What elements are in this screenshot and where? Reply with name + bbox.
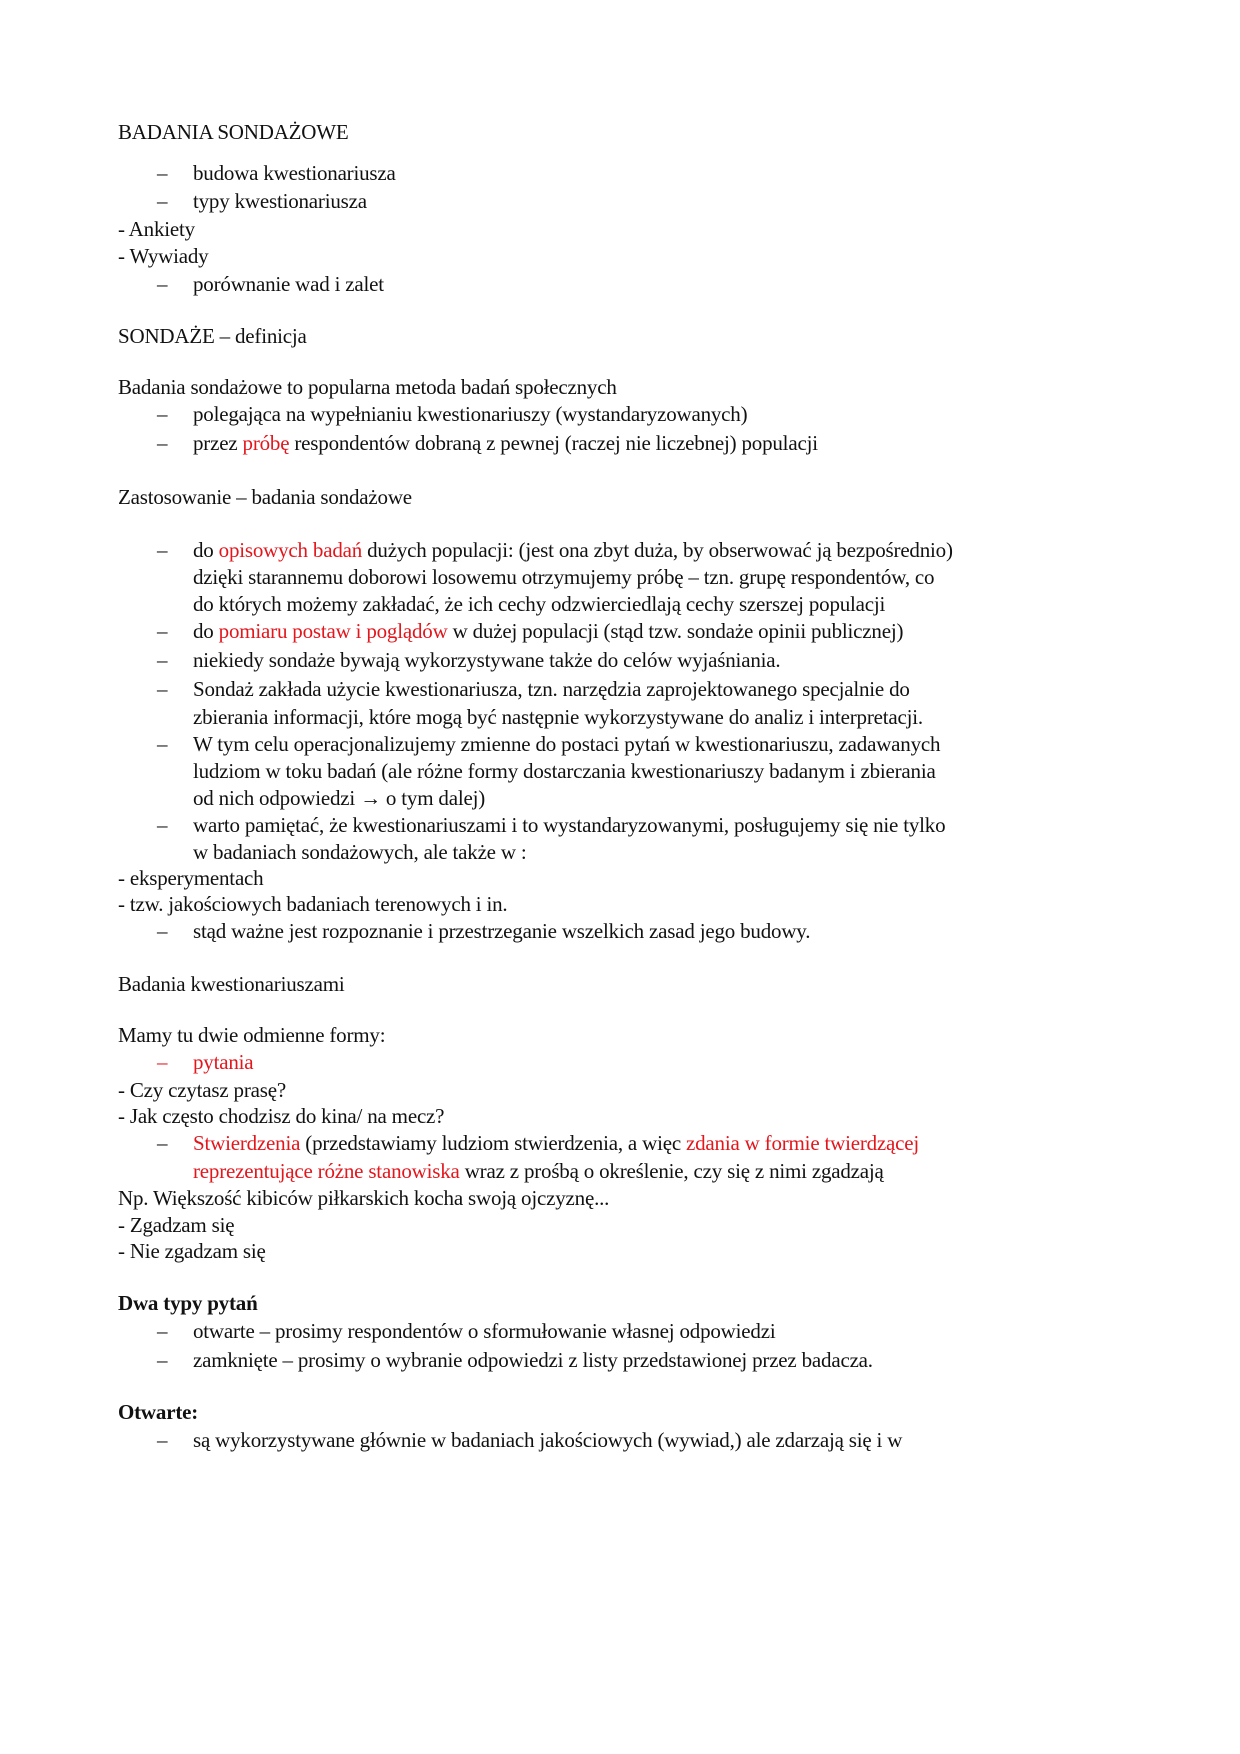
section-heading-application: Zastosowanie – badania sondażowe <box>118 485 412 509</box>
dash-bullet-icon: – <box>157 1050 168 1074</box>
question-type-item: zamknięte – prosimy o wybranie odpowiedzi z listy przedstawionej przez badacza. <box>193 1348 873 1372</box>
application-bullet: stąd ważne jest rozpoznanie i przestrzeganie wszelkich zasad jego budowy. <box>193 919 811 943</box>
outline-item: porównanie wad i zalet <box>193 272 384 296</box>
example-question: - Jak często chodzisz do kina/ na mecz? <box>118 1104 445 1128</box>
text-run: dużych populacji: (jest ona zbyt duża, by obserwować ją bezpośrednio) <box>362 538 953 562</box>
dash-bullet-icon: – <box>157 648 168 672</box>
dash-bullet-icon: – <box>157 732 168 756</box>
application-bullet-cont: dzięki starannemu doborowi losowemu otrzymujemy próbę – tzn. grupę respondentów, co <box>193 565 935 589</box>
application-bullet-cont: zbierania informacji, które mogą być następnie wykorzystywane do analiz i interpretacji. <box>193 705 923 729</box>
text-run: w dużej populacji (stąd tzw. sondaże opinii publicznej) <box>447 619 904 643</box>
document-title: BADANIA SONDAŻOWE <box>118 120 349 144</box>
text-run: do <box>193 619 219 643</box>
dash-bullet-icon: – <box>157 677 168 701</box>
application-bullet <box>193 617 903 645</box>
form-stwierdzenia-cont <box>193 1157 884 1185</box>
text-run: przez <box>193 431 243 455</box>
text-run: wraz z prośbą o określenie, czy się z nimi zgadzają <box>459 1159 884 1183</box>
section-heading-open: Otwarte: <box>118 1400 199 1424</box>
application-bullet <box>193 536 953 564</box>
hyphen-item: - eksperymentach <box>118 866 264 890</box>
open-bullet: są wykorzystywane głównie w badaniach jakościowych (wywiad,) ale zdarzają się i w <box>193 1428 903 1452</box>
outline-item: - Ankiety <box>118 217 195 241</box>
example-answer: - Zgadzam się <box>118 1213 235 1237</box>
highlight-text: próbę <box>242 431 290 455</box>
dash-bullet-icon: – <box>157 272 168 296</box>
dash-bullet-icon: – <box>157 619 168 643</box>
application-bullet: W tym celu operacjonalizujemy zmienne do postaci pytań w kwestionariuszu, zadawanych <box>193 732 941 756</box>
definition-bullet <box>193 429 818 457</box>
outline-item: typy kwestionariusza <box>193 189 367 213</box>
section-heading-questionnaires: Badania kwestionariuszami <box>118 972 345 996</box>
text-run: respondentów dobraną z pewnej (raczej nie liczebnej) populacji <box>289 431 818 455</box>
definition-intro: Badania sondażowe to popularna metoda badań społecznych <box>118 375 617 399</box>
application-bullet: Sondaż zakłada użycie kwestionariusza, tzn. narzędzia zaprojektowanego specjalnie do <box>193 677 910 701</box>
form-pytania: pytania <box>193 1050 254 1074</box>
dash-bullet-icon: – <box>157 813 168 837</box>
example-question: - Czy czytasz prasę? <box>118 1078 286 1102</box>
hyphen-item: - tzw. jakościowych badaniach terenowych i in. <box>118 892 508 916</box>
application-bullet-cont: do których możemy zakładać, że ich cechy odzwierciedlają cechy szerszej populacji <box>193 592 886 616</box>
application-bullet-cont: w badaniach sondażowych, ale także w : <box>193 840 527 864</box>
text-run: do <box>193 538 219 562</box>
dash-bullet-icon: – <box>157 919 168 943</box>
section-heading-definition: SONDAŻE – definicja <box>118 324 307 348</box>
application-bullet-cont: ludziom w toku badań (ale różne formy dostarczania kwestionariuszy badanym i zbierania <box>193 759 936 783</box>
example-statement: Np. Większość kibiców piłkarskich kocha swoją ojczyznę... <box>118 1186 610 1210</box>
highlight-text: opisowych badań <box>218 538 363 562</box>
outline-item: budowa kwestionariusza <box>193 161 396 185</box>
example-answer: - Nie zgadzam się <box>118 1239 266 1263</box>
highlight-text: pomiaru postaw i poglądów <box>218 619 448 643</box>
question-type-item: otwarte – prosimy respondentów o sformułowanie własnej odpowiedzi <box>193 1319 776 1343</box>
application-bullet: warto pamiętać, że kwestionariuszami i to wystandaryzowanymi, posługujemy się nie tylko <box>193 813 946 837</box>
dash-bullet-icon: – <box>157 189 168 213</box>
application-bullet: niekiedy sondaże bywają wykorzystywane także do celów wyjaśniania. <box>193 648 781 672</box>
dash-bullet-icon: – <box>157 431 168 455</box>
dash-bullet-icon: – <box>157 1319 168 1343</box>
dash-bullet-icon: – <box>157 1131 168 1155</box>
text-run: (przedstawiamy ludziom stwierdzenia, a więc <box>300 1131 686 1155</box>
highlight-text: zdania w formie twierdzącej <box>686 1131 920 1155</box>
highlight-text: Stwierdzenia <box>193 1131 301 1155</box>
dash-bullet-icon: – <box>157 1348 168 1372</box>
highlight-text: reprezentujące różne stanowiska <box>193 1159 460 1183</box>
dash-bullet-icon: – <box>157 161 168 185</box>
definition-bullet: polegająca na wypełnianiu kwestionariuszy (wystandaryzowanych) <box>193 402 748 426</box>
application-bullet-cont: od nich odpowiedzi → o tym dalej) <box>193 786 486 810</box>
dash-bullet-icon: – <box>157 1428 168 1452</box>
outline-item: - Wywiady <box>118 244 209 268</box>
form-stwierdzenia <box>193 1129 919 1157</box>
questionnaires-intro: Mamy tu dwie odmienne formy: <box>118 1023 386 1047</box>
section-heading-question-types: Dwa typy pytań <box>118 1291 258 1315</box>
dash-bullet-icon: – <box>157 402 168 426</box>
dash-bullet-icon: – <box>157 538 168 562</box>
